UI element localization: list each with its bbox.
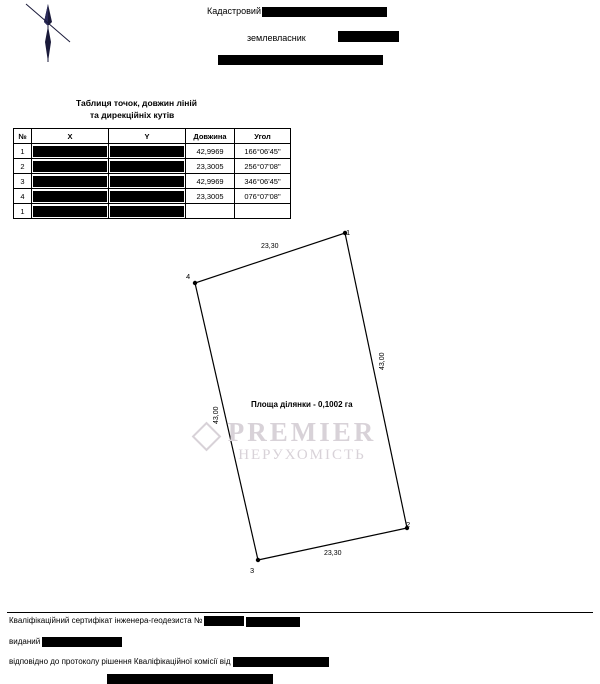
footer-line-3-text: відповідно до протоколу рішення Кваліфікаційної комісії від xyxy=(9,657,231,667)
cadastral-label: Кадастровий xyxy=(207,6,261,16)
cell-angle: 346°06'45" xyxy=(235,174,291,189)
cell-y xyxy=(109,159,186,174)
col-header-length: Довжина xyxy=(186,129,235,144)
watermark-line-2: НЕРУХОМІСТЬ xyxy=(238,447,366,463)
cell-n: 3 xyxy=(14,174,32,189)
vertex-label-1: 1 xyxy=(346,228,351,237)
footer-certificate-line xyxy=(9,616,244,626)
table-row xyxy=(14,159,291,174)
cell-x xyxy=(32,189,109,204)
footer-divider xyxy=(7,612,593,613)
redaction-bar xyxy=(110,176,184,187)
cell-length: 23,3005 xyxy=(186,159,235,174)
cell-y xyxy=(109,144,186,159)
points-table xyxy=(13,128,291,219)
footer-issued-line xyxy=(9,637,122,647)
vertex-label-4: 4 xyxy=(186,272,191,281)
cell-x xyxy=(32,144,109,159)
side-length-left: 43,00 xyxy=(213,406,220,424)
redaction-bar xyxy=(110,191,184,202)
cell-length: 42,9969 xyxy=(186,144,235,159)
parcel-boundary xyxy=(195,233,407,560)
table-row xyxy=(14,174,291,189)
cell-angle: 166°06'45" xyxy=(235,144,291,159)
vertex-label-3: 3 xyxy=(250,566,255,575)
col-header-angle: Угол xyxy=(235,129,291,144)
redaction-bar xyxy=(110,161,184,172)
redaction-bar xyxy=(33,206,107,217)
cell-x xyxy=(32,174,109,189)
cell-n: 2 xyxy=(14,159,32,174)
caption-line-1: Таблиця точок, довжин ліній xyxy=(76,98,197,108)
redaction-bar xyxy=(110,146,184,157)
watermark-line-1: PREMIER xyxy=(227,417,377,447)
vertex-label-2: 2 xyxy=(406,520,411,529)
cell-length: 42,9969 xyxy=(186,174,235,189)
cell-y xyxy=(109,189,186,204)
footer-line-2-text: виданий xyxy=(9,637,41,647)
col-header-x: X xyxy=(32,129,109,144)
redaction-bar xyxy=(42,637,122,647)
cell-angle: 256°07'08" xyxy=(235,159,291,174)
vertex-point-3 xyxy=(256,558,260,562)
redaction-bar xyxy=(33,191,107,202)
table-header-row xyxy=(14,129,291,144)
cell-n: 1 xyxy=(14,204,32,219)
redaction-bar xyxy=(204,616,244,626)
points-table-caption xyxy=(76,97,197,121)
col-header-n: № xyxy=(14,129,32,144)
cadastral-number-line xyxy=(207,6,387,17)
cell-x xyxy=(32,159,109,174)
cell-x xyxy=(32,204,109,219)
redaction-bar xyxy=(33,176,107,187)
vertex-point-4 xyxy=(193,281,197,285)
side-length-top: 23,30 xyxy=(261,243,279,250)
redaction-bar xyxy=(338,31,399,42)
side-length-right: 43,00 xyxy=(379,352,386,370)
redaction-bar xyxy=(107,674,273,684)
owner-line xyxy=(247,33,306,43)
side-length-bottom: 23,30 xyxy=(324,550,342,557)
redaction-bar xyxy=(33,161,107,172)
footer-line-1-text: Кваліфікаційний сертифікат інженера-геодезиста № xyxy=(9,616,203,626)
parcel-area-label: Площа ділянки - 0,1002 га xyxy=(251,400,353,409)
footer-protocol-line xyxy=(9,657,329,667)
owner-label: землевласник xyxy=(247,33,306,43)
cell-y xyxy=(109,174,186,189)
caption-line-2: та дирекційніх кутів xyxy=(90,110,175,120)
table-row xyxy=(14,144,291,159)
redaction-bar xyxy=(246,617,300,627)
cell-n: 4 xyxy=(14,189,32,204)
redaction-bar xyxy=(233,657,329,667)
compass-rose-icon xyxy=(18,2,78,64)
redaction-bar xyxy=(33,146,107,157)
redaction-bar xyxy=(218,55,383,65)
redaction-bar xyxy=(262,7,387,17)
cell-angle: 076°07'08" xyxy=(235,189,291,204)
table-row xyxy=(14,189,291,204)
cell-length: 23,3005 xyxy=(186,189,235,204)
col-header-y: Y xyxy=(109,129,186,144)
cell-n: 1 xyxy=(14,144,32,159)
